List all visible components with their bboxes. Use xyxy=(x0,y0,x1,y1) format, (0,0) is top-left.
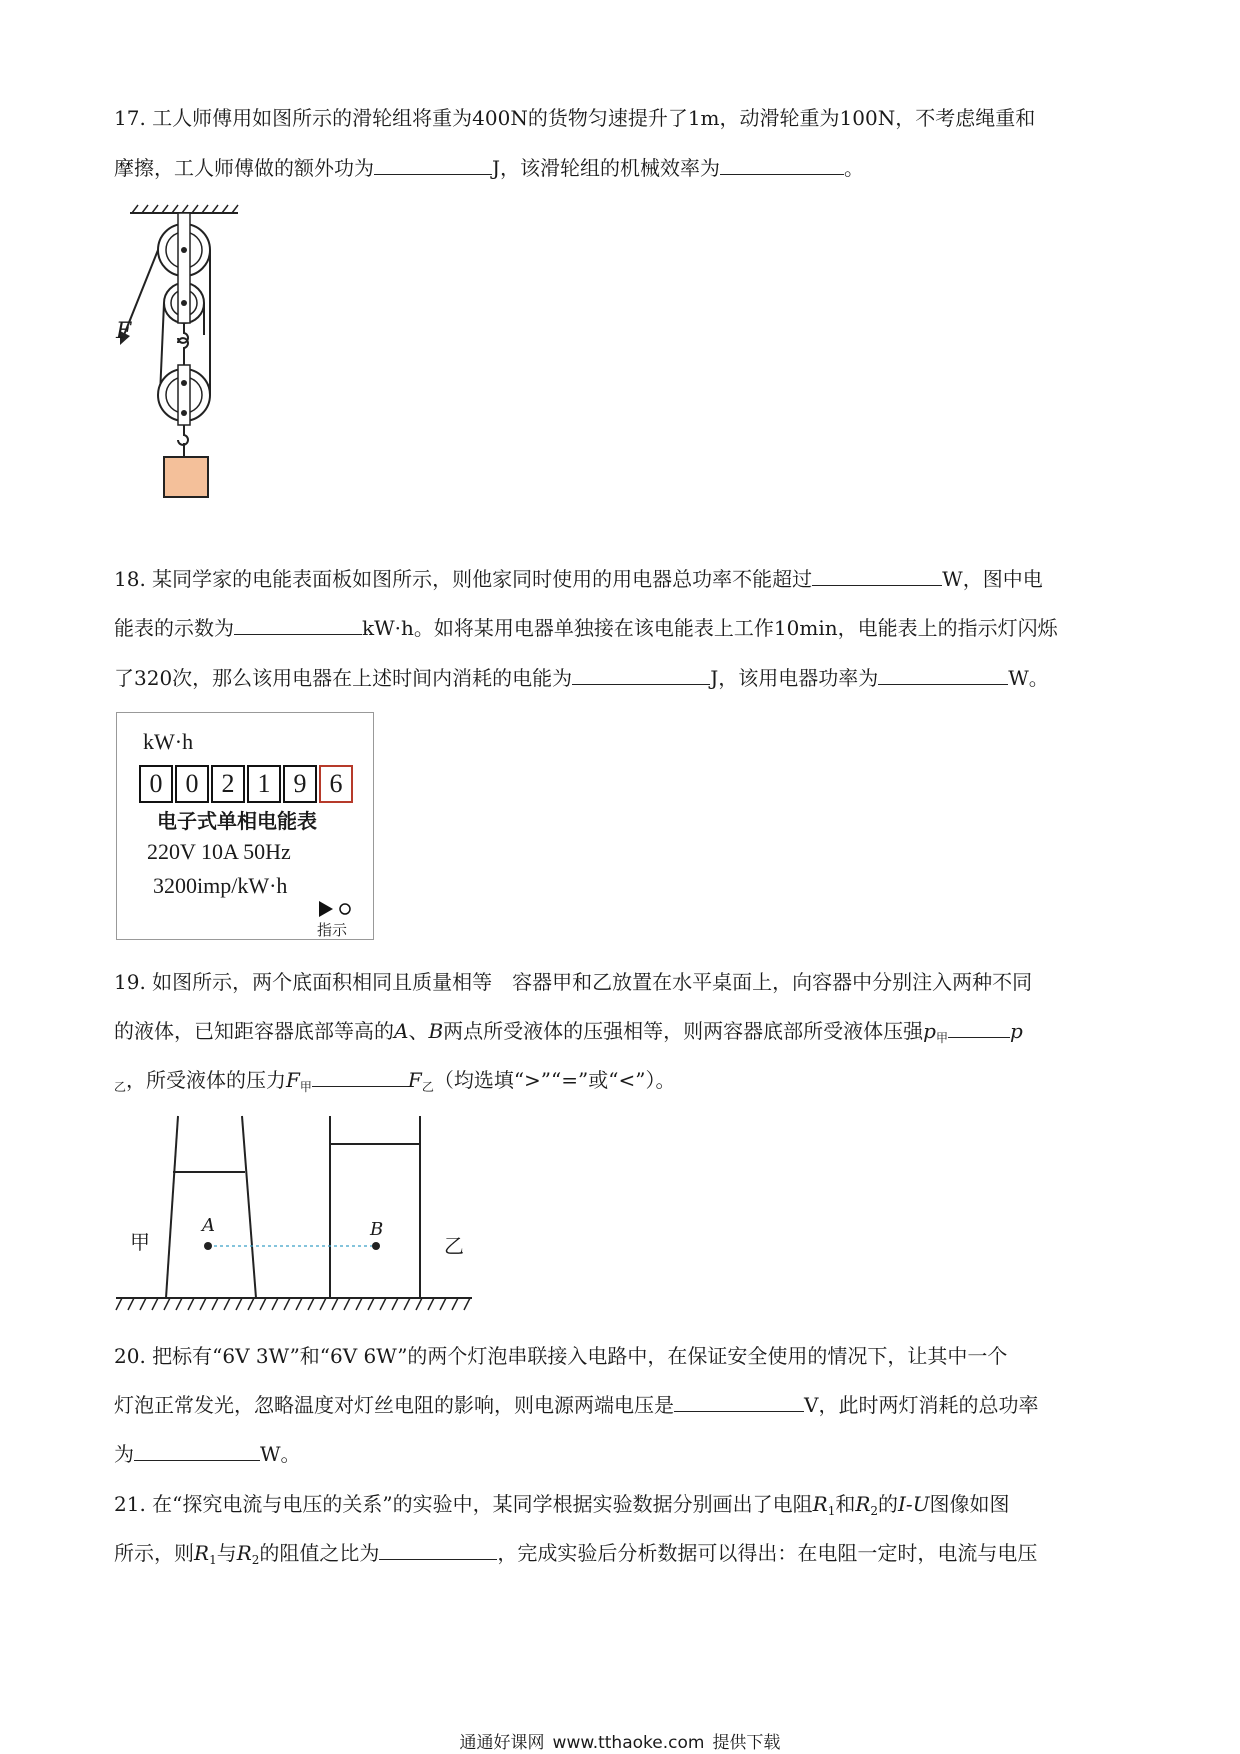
meter-spec-constant: 3200imp/kW·h xyxy=(153,873,288,898)
energy-meter xyxy=(116,712,374,940)
q20-text: V，此时两灯消耗的总功率 xyxy=(804,1393,1039,1417)
meter-digit: 2 xyxy=(211,765,245,803)
pulley-figure xyxy=(100,205,260,535)
container-label-jia: 甲 xyxy=(130,1230,150,1254)
q21-line2 xyxy=(114,1539,1037,1574)
q18-text: W，图中电 xyxy=(942,567,1043,591)
q18-line1 xyxy=(114,565,1043,593)
meter-spec-rating: 220V 10A 50Hz xyxy=(147,839,291,864)
q18-text: 18. 某同学家的电能表面板如图所示，则他家同时使用的用电器总功率不能超过 xyxy=(114,567,813,591)
q19-text: 两点所受液体的压强相等，则两容器底部所受液体压强 xyxy=(443,1019,924,1043)
symbol-p: p xyxy=(923,1019,936,1043)
q21-text: 21. 在“探究电流与电压的关系”的实验中，某同学根据实验数据分别画出了电阻 xyxy=(114,1492,813,1516)
q20-line2 xyxy=(114,1391,1038,1419)
q20-blank-total-power[interactable] xyxy=(134,1440,260,1461)
meter-indicator-label: 指示 xyxy=(317,921,348,939)
symbol-f: F xyxy=(407,1068,422,1092)
meter-digit-decimal: 6 xyxy=(319,765,353,803)
footer-note: 提供下载 xyxy=(712,1733,781,1753)
q19-text: ，所受液体的压力 xyxy=(126,1068,287,1092)
q21-text: 的 xyxy=(878,1492,899,1516)
q20-line3 xyxy=(114,1440,301,1468)
point-b-label: B xyxy=(370,1219,384,1240)
q18-line2 xyxy=(114,614,1058,642)
meter-digit: 0 xyxy=(139,765,173,803)
q18-text: 了320次，那么该用电器在上述时间内消耗的电能为 xyxy=(114,666,573,690)
q21-text: ，完成实验后分析数据可以得出：在电阻一定时，电流与电压 xyxy=(497,1541,1038,1565)
meter-digit: 0 xyxy=(175,765,209,803)
symbol-r: R xyxy=(236,1541,252,1565)
q20-text: 灯泡正常发光，忽略温度对灯丝电阻的影响，则电源两端电压是 xyxy=(114,1393,674,1417)
q19-text: 、 xyxy=(408,1019,429,1043)
subscript-yi: 乙 xyxy=(421,1080,434,1094)
q20-text: 20. 把标有“6V 3W”和“6V 6W”的两个灯泡串联接入电路中，在保证安全使用的情况下，让其中一个 xyxy=(114,1344,1008,1368)
meter-unit: kW·h xyxy=(143,729,194,754)
q18-text: J，该用电器功率为 xyxy=(710,666,879,690)
point-a-label: A xyxy=(202,1215,215,1236)
q18-blank-power[interactable] xyxy=(878,664,1008,685)
force-label: F xyxy=(116,319,132,344)
subscript-yi: 乙 xyxy=(114,1080,127,1094)
q20-blank-voltage[interactable] xyxy=(674,1391,804,1412)
footer-url[interactable]: www.tthaoke.com xyxy=(552,1733,705,1753)
q21-text: 和 xyxy=(835,1492,856,1516)
containers-figure xyxy=(116,1116,476,1320)
q20-line1 xyxy=(114,1342,1007,1370)
q18-text: 能表的示数为 xyxy=(114,616,234,640)
symbol-f: F xyxy=(286,1068,300,1092)
subscript-jia: 甲 xyxy=(935,1031,948,1045)
container-label-yi: 乙 xyxy=(444,1234,464,1258)
q19-line1 xyxy=(114,968,1032,996)
q20-text: W。 xyxy=(260,1442,301,1466)
q18-text: kW·h。如将某用电器单独接在该电能表上工作10min，电能表上的指示灯闪烁 xyxy=(362,616,1058,640)
point-a-ref: A xyxy=(394,1019,409,1043)
subscript-jia: 甲 xyxy=(299,1080,312,1094)
meter-digit: 1 xyxy=(247,765,281,803)
q17-blank-extra-work[interactable] xyxy=(374,154,492,175)
footer-site-name: 通通好课网 xyxy=(459,1733,545,1753)
q18-line3 xyxy=(114,664,1049,692)
q18-blank-max-power[interactable] xyxy=(812,565,942,586)
q19-text: 19. 如图所示，两个底面积相同且质量相等 容器甲和乙放置在水平桌面上，向容器中分别注入两种不同 xyxy=(114,970,1033,994)
q21-blank-ratio[interactable] xyxy=(379,1539,497,1560)
q17-line2 xyxy=(114,154,864,182)
q19-blank-force[interactable] xyxy=(312,1066,408,1087)
symbol-r: R xyxy=(812,1492,828,1516)
q17-text: J，该滑轮组的机械效率为 xyxy=(492,156,721,180)
q18-text: W。 xyxy=(1008,666,1049,690)
point-b-ref: B xyxy=(428,1019,444,1043)
q17-line1 xyxy=(114,104,1035,132)
symbol-iu: I-U xyxy=(898,1492,930,1516)
symbol-p: p xyxy=(1009,1019,1023,1043)
q17-text: 摩擦，工人师傅做的额外功为 xyxy=(114,156,374,180)
q19-line2 xyxy=(114,1017,1023,1052)
subscript-2: 2 xyxy=(870,1504,879,1518)
q21-line1 xyxy=(114,1490,1010,1525)
meter-digit: 9 xyxy=(283,765,317,803)
meter-digits xyxy=(139,765,355,803)
q17-blank-efficiency[interactable] xyxy=(720,154,844,175)
meter-name: 电子式单相电能表 xyxy=(157,809,317,833)
subscript-1: 1 xyxy=(827,1504,836,1518)
q18-blank-energy[interactable] xyxy=(572,664,710,685)
q17-text: 17. 工人师傅用如图所示的滑轮组将重为400N的货物匀速提升了1m，动滑轮重为100N，不考虑绳重和 xyxy=(114,106,1036,130)
indicator-light-icon xyxy=(317,899,357,919)
subscript-1: 1 xyxy=(209,1553,217,1567)
q21-text: 的阻值之比为 xyxy=(259,1541,380,1565)
q19-blank-pressure[interactable] xyxy=(948,1017,1010,1038)
q19-text: 的液体，已知距容器底部等高的 xyxy=(114,1019,394,1043)
q20-text: 为 xyxy=(114,1442,134,1466)
q19-line3 xyxy=(114,1066,675,1101)
page-footer xyxy=(0,1728,1240,1753)
subscript-2: 2 xyxy=(251,1553,260,1567)
q17-text: 。 xyxy=(844,156,865,180)
q19-text: （均选填“>”“=”或“<”）。 xyxy=(433,1068,676,1092)
q18-blank-reading[interactable] xyxy=(234,614,362,635)
symbol-r: R xyxy=(194,1541,210,1565)
q21-text: 所示，则 xyxy=(114,1541,194,1565)
q21-text: 与 xyxy=(216,1541,237,1565)
symbol-r: R xyxy=(855,1492,871,1516)
q21-text: 图像如图 xyxy=(929,1492,1010,1516)
